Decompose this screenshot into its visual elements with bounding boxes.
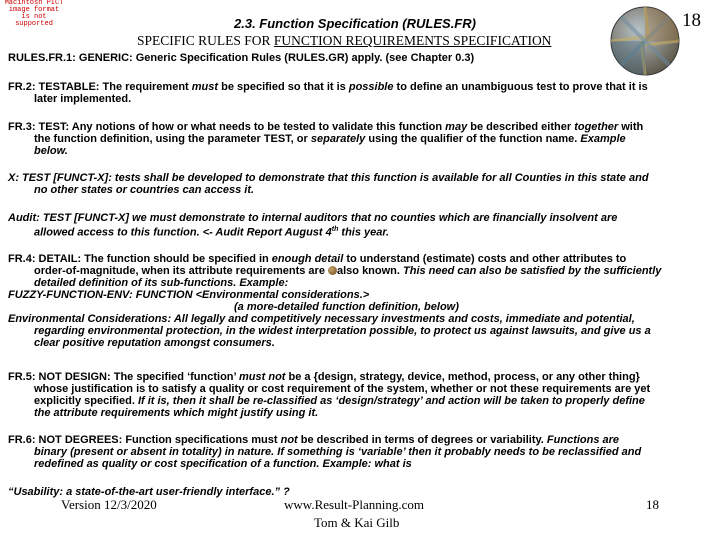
pict-note-line: image format bbox=[8, 6, 60, 14]
rule-text: redefined as quality or cost specification of a function. Example: what is bbox=[34, 458, 412, 470]
rule-text: binary (present or absent in totality) in nature. If something is ‘variable’ then it probably needs to be reclassified and bbox=[34, 446, 642, 458]
rule-text: with bbox=[618, 121, 644, 133]
subtitle-prefix: SPECIFIC RULES FOR bbox=[137, 33, 274, 48]
rule-text: detailed definition of its sub-functions. Example: bbox=[34, 277, 289, 289]
pict-note-line: Macintosh PICT bbox=[4, 0, 64, 7]
pict-note-line: is not supported bbox=[15, 13, 53, 28]
rule-text: separately bbox=[310, 133, 366, 145]
footer-website: www.Result-Planning.com bbox=[284, 497, 424, 512]
footer-page-number: 18 bbox=[646, 497, 659, 512]
audit-test-example bbox=[8, 212, 712, 239]
rule-text: this year. bbox=[338, 226, 390, 239]
rule-fr4 bbox=[8, 253, 712, 349]
rule-text: be a {design, strategy, device, method, process, or any other thing} bbox=[285, 371, 640, 383]
rule-fr6 bbox=[8, 434, 712, 470]
rule-fr5 bbox=[8, 371, 712, 419]
rule-text: FR.5: NOT DESIGN: The specified ‘function’ bbox=[8, 371, 240, 383]
rule-text: allowed access to this function. <- Audit Report August 4 bbox=[34, 226, 332, 239]
subtitle-underlined: FUNCTION REQUIREMENTS SPECIFICATION bbox=[273, 33, 552, 48]
rule-text: must not bbox=[239, 371, 286, 383]
rule-text: using the qualifier of the function name. bbox=[365, 133, 581, 145]
rule-text: also known. bbox=[337, 265, 404, 277]
rule-text: to understand (estimate) costs and other attributes to bbox=[343, 253, 627, 265]
rule-text: FR.3: TEST: Any notions of how or what needs to be tested to validate this function bbox=[8, 121, 446, 133]
rule-text: enough detail bbox=[271, 253, 344, 265]
rule-text: the attribute requirements which might justify using it. bbox=[34, 407, 319, 419]
rule-text: FR.2: TESTABLE: The requirement bbox=[8, 81, 192, 93]
rule-text: below. bbox=[34, 145, 68, 157]
section-title: 2.3. Function Specification (RULES.FR) bbox=[234, 16, 476, 31]
rule-text: Environmental Considerations: All legally and competitively necessary investments and costs, immediate and potential, bbox=[8, 313, 635, 325]
rule-text: not bbox=[280, 434, 298, 446]
rule-text: the function definition, using the parameter TEST, or bbox=[34, 133, 311, 145]
rule-text: (a more-detailed function definition, below) bbox=[234, 301, 459, 313]
rule-fr3 bbox=[8, 121, 712, 157]
rule-text: be specified so that it is bbox=[218, 81, 349, 93]
rule-text: This need can also be satisfied by the sufficiently bbox=[403, 265, 662, 277]
rule-text: must bbox=[191, 81, 219, 93]
footer-authors: Tom & Kai Gilb bbox=[314, 515, 400, 530]
rule-text: together bbox=[574, 121, 619, 133]
section-subtitle bbox=[137, 33, 551, 49]
rule-text: possible bbox=[348, 81, 394, 93]
rule-fr2 bbox=[8, 81, 712, 105]
rule-fr1-text: RULES.FR.1: GENERIC: Generic Specification Rules (RULES.GR) apply. (see Chapter 0.3) bbox=[8, 52, 475, 64]
rule-text: “Usability: a state-of-the-art user-friendly interface.” ? bbox=[8, 486, 290, 498]
rule-text: regarding environmental protection, in the widest interpretation possible, to protect us against lawsuits, and give us a bbox=[34, 325, 651, 337]
rule-text: clear positive reputation amongst consumers. bbox=[34, 337, 275, 349]
rule-text: order-of-magnitude, when its attribute requirements are bbox=[34, 265, 328, 277]
rule-text: explicitly specified. bbox=[34, 395, 138, 407]
rule-text: to define an unambiguous test to prove that it is bbox=[393, 81, 648, 93]
pict-unsupported-note bbox=[2, 0, 66, 28]
logo-disc-icon bbox=[609, 5, 681, 77]
rule-text: FUZZY-FUNCTION-ENV: FUNCTION <Environmental considerations.> bbox=[8, 289, 370, 301]
rule-text: no other states or countries can access it. bbox=[34, 184, 255, 196]
rule-text: X: TEST [FUNCT-X]: tests shall be developed to demonstrate that this function is available for all Counties in this state and bbox=[8, 172, 649, 184]
x-test-example bbox=[8, 172, 712, 196]
rule-text: If it is, then it shall be re-classified as ‘design/strategy’ and action will be taken to properly define bbox=[137, 395, 645, 407]
rule-text: be described either bbox=[467, 121, 575, 133]
bullet-dot-icon bbox=[328, 266, 337, 275]
rule-text: FR.4: DETAIL: The function should be specified in bbox=[8, 253, 272, 265]
rule-fr1 bbox=[8, 52, 712, 64]
rule-text: FR.6: NOT DEGREES: Function specifications must bbox=[8, 434, 281, 446]
rule-text: later implemented. bbox=[34, 93, 132, 105]
rule-text: may bbox=[445, 121, 468, 133]
rule-text: be described in terms of degrees or variability. bbox=[297, 434, 547, 446]
slide-number: 18 bbox=[682, 10, 701, 31]
rule-text: Functions are bbox=[546, 434, 620, 446]
rule-text: whose justification is to satisfy a quality or cost requirement of the system, whether or not these requirements are yet bbox=[34, 383, 651, 395]
rule-text: th bbox=[331, 226, 339, 233]
rule-text: Audit: TEST [FUNCT-X] we must demonstrate to internal auditors that no counties which are financially insolvent are bbox=[8, 212, 618, 224]
rule-text: Example bbox=[580, 133, 626, 145]
footer-version: Version 12/3/2020 bbox=[61, 497, 157, 512]
